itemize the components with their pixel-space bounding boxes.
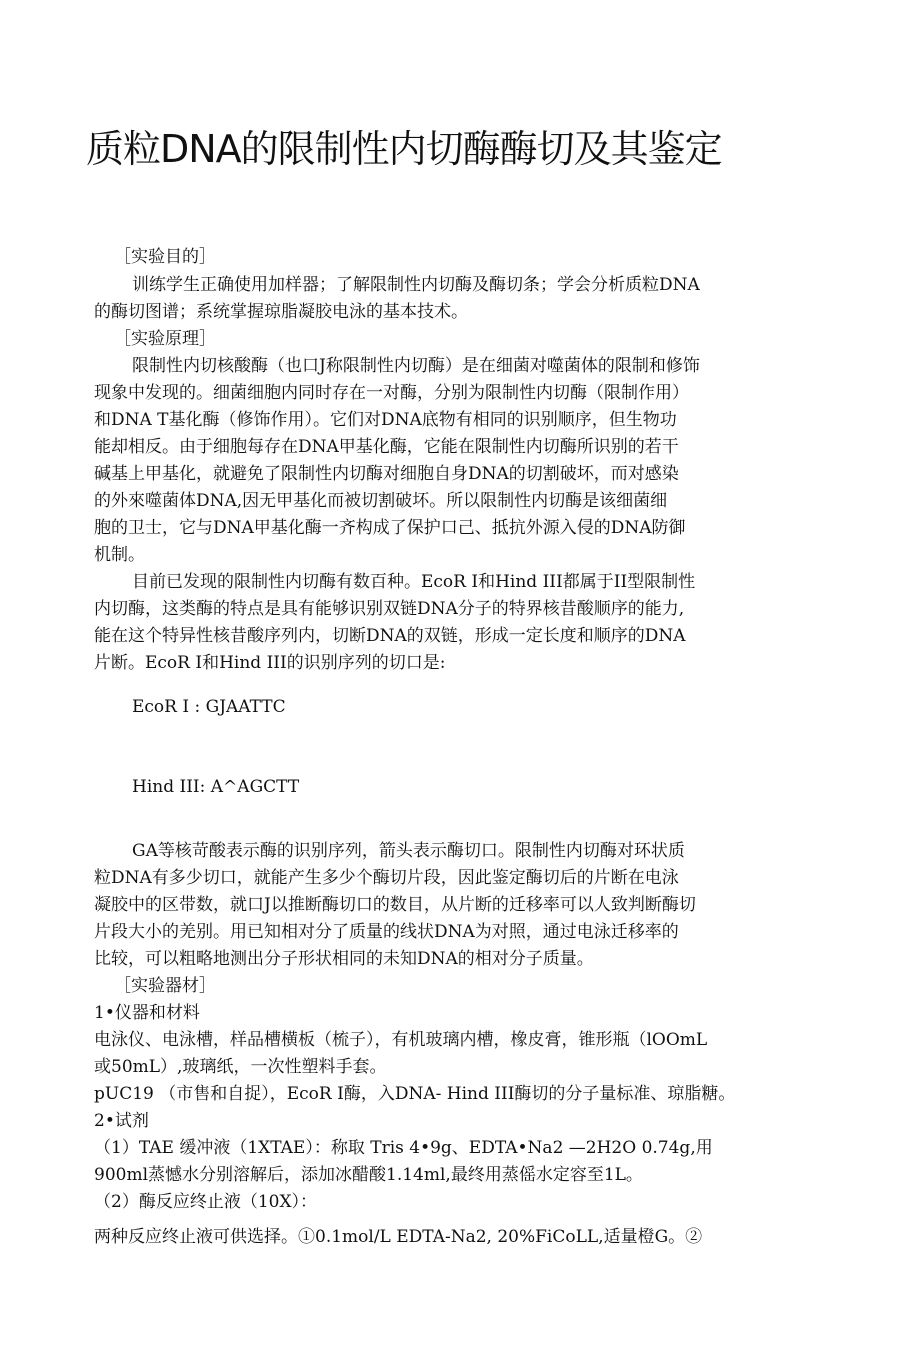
principle-line: 碱基上甲基化，就避免了限制性内切酶对细胞自身DNA的切割破坏，而对感染 <box>94 464 679 484</box>
principle-line: 限制性内切核酸酶（也口J称限制性内切酶）是在细菌对噬菌体的限制和修饰 <box>132 356 700 376</box>
principle-line: 能在这个特异性核昔酸序列内，切断DNA的双链，形成一定长度和顺序的DNA <box>94 626 686 646</box>
after-line: 片段大小的羌别。用已知相对分了质量的线状DNA为对照，通过电泳迁移率的 <box>94 922 679 942</box>
ecor1-sequence: EcoR I : GJAATTC <box>132 697 286 717</box>
materials-line: 2•试剂 <box>94 1111 149 1131</box>
principle-line: 和DNA T基化酶（修饰作用）。它们对DNA底物有相同的识别顺序，但生物功 <box>94 410 677 430</box>
materials-line: pUC19 （市售和自捉），EcoR I酶，入DNA- Hind III酶切的分子量标准、琼脂糖。 <box>94 1084 736 1104</box>
purpose-line: 的酶切图谱；系统掌握琼脂凝胶电泳的基本技术。 <box>94 302 468 322</box>
principle-line: 片断。EcoR I和Hind III的识别序列的切口是: <box>94 653 446 673</box>
materials-line: （1）TAE 缓冲液（1XTAE）：称取 Tris 4•9g、EDTA•Na2 —2H2O 0.74g,用 <box>94 1138 713 1158</box>
principle-line: 能却相反。由于细胞每存在DNA甲基化酶，它能在限制性内切酶所识别的若干 <box>94 437 679 457</box>
principle-line: 的外來噬菌体DNA,因无甲基化而被切割破坏。所以限制性内切酶是该细菌细 <box>94 491 668 511</box>
after-line: 比较，可以粗略地测出分子形状相同的未知DNA的相对分子质量。 <box>94 949 594 969</box>
after-line: 凝胶中的区带数，就口J以推断酶切口的数目，从片断的迁移率可以人致判断酶切 <box>94 895 696 915</box>
page-title: 质粒DNA的限制性内切酶酶切及其鉴定 <box>86 127 722 171</box>
principle-heading: ［实验原理］ <box>114 329 216 349</box>
purpose-line: 训练学生正确使用加样器；了解限制性内切酶及酶切条；学会分析质粒DNA <box>132 275 700 295</box>
materials-line: 900ml蒸憾水分别溶解后，添加冰醋酸1.14ml,最终用蒸傜水定容至1L。 <box>94 1165 643 1185</box>
principle-line: 现象中发现的。细菌细胞内同时存在一对酶，分别为限制性内切酶（限制作用） <box>94 383 689 403</box>
principle-line: 机制。 <box>94 545 145 565</box>
principle-line: 目前已发现的限制性内切酶有数百种。EcoR I和Hind III都属于II型限制性 <box>132 572 696 592</box>
principle-line: 胞的卫士，它与DNA甲基化酶一齐构成了保护口己、抵抗外源入侵的DNA防御 <box>94 518 686 538</box>
materials-heading: ［实验器材］ <box>114 976 216 996</box>
materials-line: 两种反应终止液可供选择。①0.1mol/L EDTA-Na2, 20%FiCoLL,适量橙G。② <box>94 1227 703 1247</box>
materials-line: 或50mL）,玻璃纸，一次性塑料手套。 <box>94 1057 387 1077</box>
purpose-heading: ［实验目的］ <box>114 247 216 267</box>
materials-line: 1•仪器和材料 <box>94 1003 200 1023</box>
hind3-sequence: Hind III: A^AGCTT <box>132 777 300 797</box>
materials-line: （2）酶反应终止液（10X）： <box>94 1192 318 1212</box>
after-line: GA等核苛酸表示酶的识别序列，箭头表示酶切口。限制性内切酶对环状质 <box>132 841 685 861</box>
principle-line: 内切酶，这类酶的特点是具有能够识别双链DNA分子的特界核昔酸顺序的能力, <box>94 599 685 619</box>
after-line: 粒DNA有多少切口，就能产生多少个酶切片段，因此鉴定酶切后的片断在电泳 <box>94 868 679 888</box>
materials-line: 电泳仪、电泳槽，样品槽横板（梳子），有机玻璃内槽，橡皮膏，锥形瓶（lOOmL <box>94 1030 708 1050</box>
